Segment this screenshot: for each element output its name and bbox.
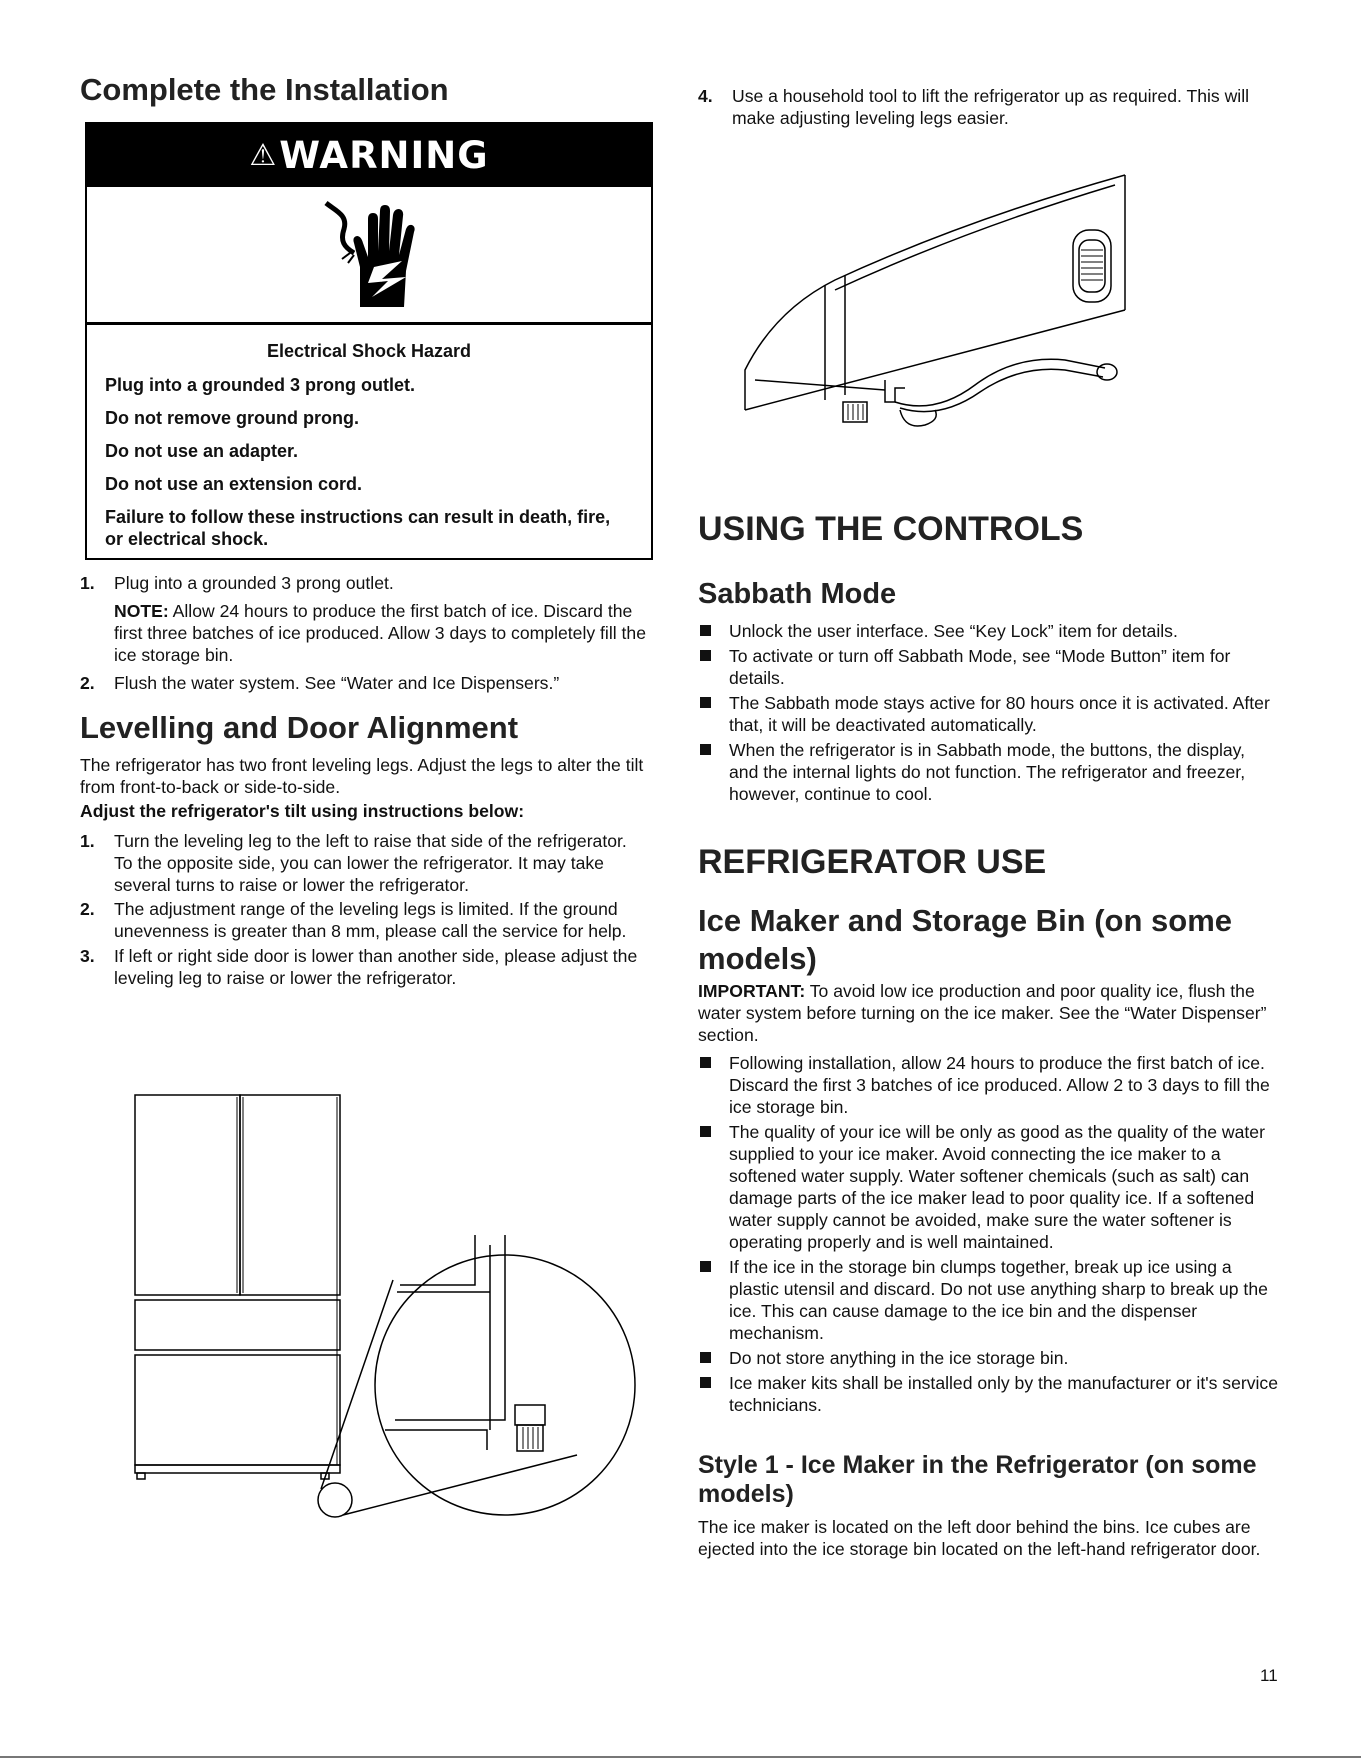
note-label: NOTE:: [114, 601, 169, 621]
hazard-title: Electrical Shock Hazard: [266, 341, 472, 361]
important-label: IMPORTANT:: [698, 981, 806, 1001]
warning-line-1: Plug into a grounded 3 prong outlet.: [105, 375, 415, 395]
warning-line-2: Do not remove ground prong.: [105, 408, 359, 428]
lift-tool-illustration: [735, 170, 1155, 465]
bottom-border: [0, 1756, 1361, 1758]
page-number: 11: [1260, 1666, 1278, 1685]
install-step-1: 1. Plug into a grounded 3 prong outlet. NOTE: Allow 24 hours to produce the first batch of ice. Discard the first three batches of ice produced. Allow 3 days to completely fill the ice storage bin.: [80, 573, 646, 665]
warning-triangle-icon: ⚠: [249, 138, 278, 173]
ice-item-1: Following installation, allow 24 hours to produce the first batch of ice. Discard the first 3 batches of ice produced. Allow 2 to 3 days to fill the ice storage bin.: [698, 1052, 1278, 1118]
ice-item-2: The quality of your ice will be only as good as the quality of the water supplied to your ice maker. Avoid connecting the ice maker to a softened water supply. Water softener chemicals (such as salt) can damage parts of the ice maker lead to poor quality ice. If a softened water supply cannot be avoided, make sure the water softener is operating properly and is well maintained.: [698, 1121, 1278, 1253]
ice-item-5: Ice maker kits shall be installed only by the manufacturer or it's service technicians.: [698, 1372, 1278, 1416]
complete-installation-heading: Complete the Installation: [80, 72, 449, 107]
leveling-heading: Levelling and Door Alignment: [80, 710, 519, 745]
refrigerator-leveling-illustration: [125, 1085, 655, 1530]
ice-item-3: If the ice in the storage bin clumps together, break up ice using a plastic utensil and discard. Do not use anything sharp to break up the ice. This can cause damage to the ice bin and the dispenser mechanism.: [698, 1256, 1278, 1344]
using-controls-heading: USING THE CONTROLS: [698, 510, 1084, 548]
sabbath-item-2: To activate or turn off Sabbath Mode, see “Mode Button” item for details.: [698, 645, 1278, 689]
style1-text: The ice maker is located on the left door behind the bins. Ice cubes are ejected into the ice storage bin located on the left-hand refrigerator door.: [698, 1517, 1261, 1559]
sabbath-list: [698, 620, 1278, 808]
warning-line-3: Do not use an adapter.: [105, 441, 299, 461]
warning-line-4: Do not use an extension cord.: [105, 474, 363, 494]
install-step-2: 2. Flush the water system. See “Water and Ice Dispensers.”: [80, 673, 560, 693]
sabbath-item-1: Unlock the user interface. See “Key Lock” item for details.: [698, 620, 1278, 642]
install-steps: [80, 572, 660, 694]
warning-title: WARNING: [279, 134, 489, 177]
important-note: [698, 980, 1278, 1046]
sabbath-item-4: When the refrigerator is in Sabbath mode, the buttons, the display, and the internal lights do not function. The refrigerator and freezer, however, continue to cool.: [698, 739, 1278, 805]
leveling-step-1: 1. Turn the leveling leg to the left to raise that side of the refrigerator. To the opposite side, you can lower the refrigerator. It may take several turns to raise or lower the refrigerator.: [80, 831, 627, 895]
sabbath-mode-heading: Sabbath Mode: [698, 578, 897, 610]
sabbath-item-3: The Sabbath mode stays active for 80 hours once it is activated. After that, it will be deactivated automatically.: [698, 692, 1278, 736]
ice-maker-list: [698, 1052, 1278, 1419]
note-text: Allow 24 hours to produce the first batch of ice. Discard the first three batches of ice produced. Allow 3 days to completely fill the ice storage bin.: [114, 601, 646, 665]
electrical-shock-hand-icon: [87, 187, 651, 325]
refrigerator-use-heading: REFRIGERATOR USE: [698, 843, 1047, 881]
warning-box: [85, 122, 653, 560]
warning-header: [87, 124, 651, 187]
ice-item-4: Do not store anything in the ice storage bin.: [698, 1347, 1278, 1369]
important-text: To avoid low ice production and poor quality ice, flush the water system before turning on the ice maker. See the “Water Dispenser” section.: [698, 981, 1267, 1045]
leveling-step-3: 3. If left or right side door is lower than another side, please adjust the leveling leg to raise or lower the refrigerator.: [80, 946, 638, 988]
lift-step-4: 4. Use a household tool to lift the refrigerator up as required. This will make adjusting leveling legs easier.: [698, 86, 1250, 128]
leveling-steps: [80, 830, 640, 989]
style1-heading: Style 1 - Ice Maker in the Refrigerator (on some models): [698, 1451, 1257, 1508]
leveling-subheading: Adjust the refrigerator's tilt using instructions below:: [80, 801, 525, 821]
lift-step: [698, 85, 1258, 129]
leveling-intro: The refrigerator has two front leveling legs. Adjust the legs to alter the tilt from front-to-back or side-to-side.: [80, 755, 644, 797]
leveling-step-2: 2. The adjustment range of the leveling legs is limited. If the ground unevenness is greater than 8 mm, please call the service for help.: [80, 899, 627, 941]
warning-line-5: Failure to follow these instructions can result in death, fire, or electrical shock.: [105, 507, 611, 549]
ice-maker-heading: Ice Maker and Storage Bin (on some models): [698, 903, 1233, 976]
